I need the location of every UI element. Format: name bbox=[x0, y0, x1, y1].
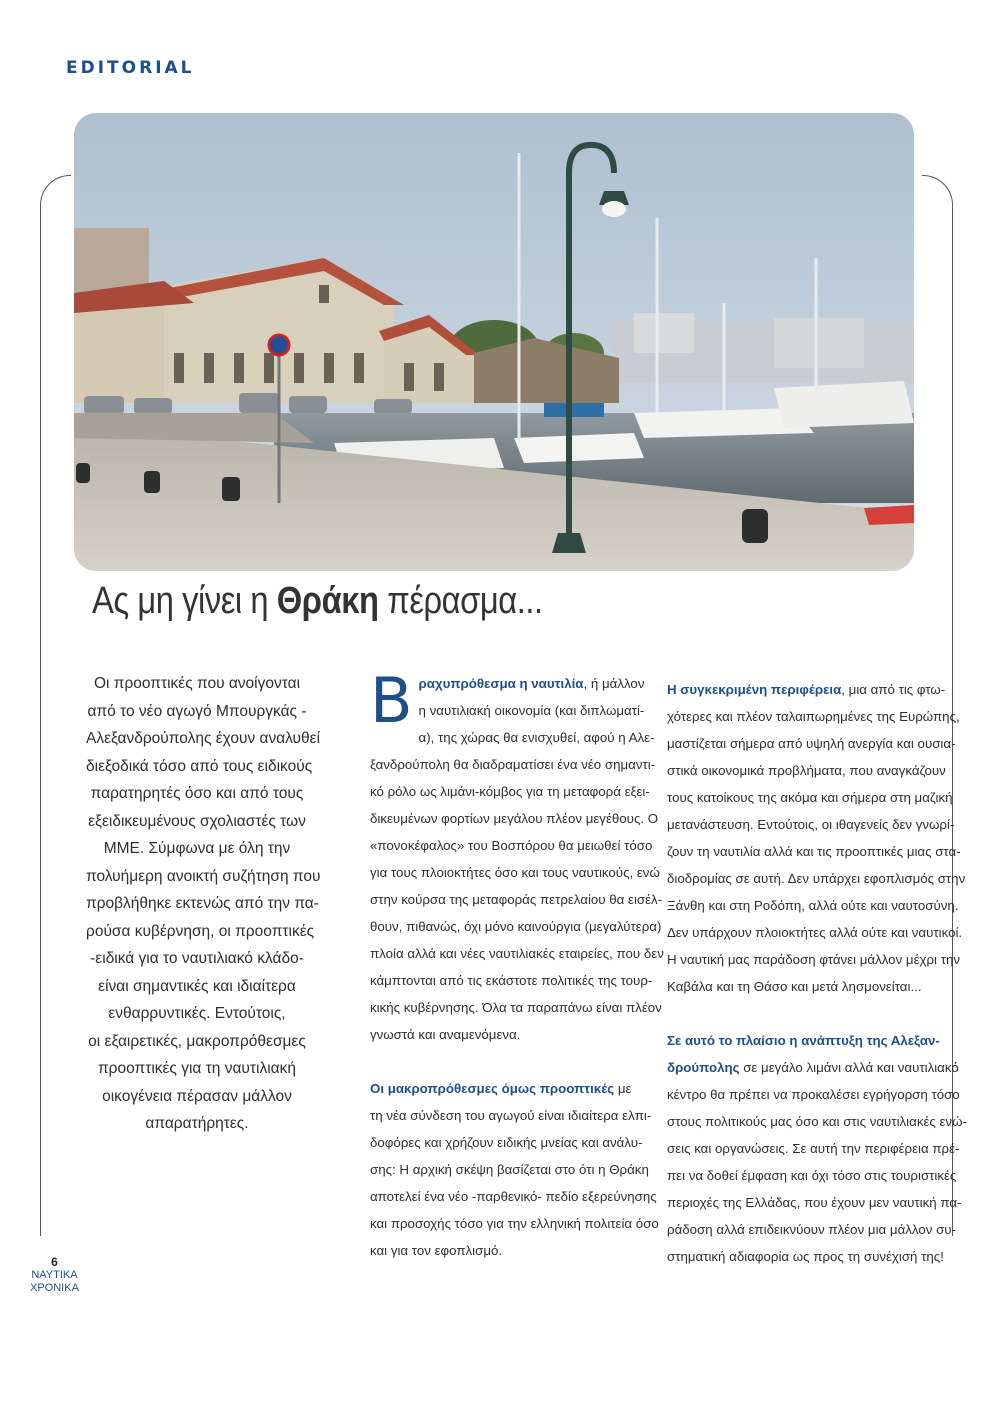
text-line: πλοία αλλά και νέες ναυτιλιακές εταιρείες, που δεν bbox=[370, 946, 664, 961]
text-line: μετανάστευση. Εντούτοις, οι ιθαγενείς δεν γνωρί- bbox=[667, 817, 955, 832]
text-line: κάμπτονται από τις εκάστοτε πολιτικές της τουρ- bbox=[370, 973, 653, 988]
intro-line: διεξοδικά τόσο από τους ειδικούς bbox=[86, 757, 313, 775]
text-line: διοδρομίας σε αυτή. Δεν υπάρχει εφοπλισμός στην bbox=[667, 871, 966, 886]
text-line: Καβάλα και τη Θάσο και μετά λησμονείται... bbox=[667, 979, 922, 994]
text-line: η ναυτιλιακή οικονομία (και διπλωματί- bbox=[418, 703, 645, 718]
text-line: Ξάνθη και στη Ροδόπη, αλλά ούτε και ναυτοσύνη. bbox=[667, 898, 959, 913]
text-line: στηματική αδιαφορία ως προς τη συνέχισή της! bbox=[667, 1249, 944, 1264]
drop-cap: Β bbox=[370, 664, 413, 737]
col3-lead-1: Η συγκεκριμένη περιφέρεια bbox=[667, 682, 842, 697]
col3-paragraph-1 bbox=[667, 676, 966, 1000]
headline-text-before: Ας μη γίνει η bbox=[92, 580, 277, 622]
intro-line: Αλεξανδρούπολης έχουν αναλυθεί bbox=[86, 730, 321, 747]
text-line: κικής κυβέρνησης. Όλα τα παραπάνω είναι πλέον bbox=[370, 1000, 662, 1015]
intro-line: προβλήθηκε εκτενώς από την πα- bbox=[86, 895, 319, 912]
text-line: και για τον εφοπλισμό. bbox=[370, 1243, 503, 1258]
col2-lead-1: ραχυπρόθεσμα η ναυτιλία bbox=[418, 676, 584, 691]
intro-line: απαρατήρητες. bbox=[145, 1115, 249, 1132]
section-label: EDITORIAL bbox=[66, 58, 195, 78]
text-line: δικευμένων φορτίων μεγάλου πλέον μεγέθους. Ο bbox=[370, 811, 659, 826]
text-line: κό ρόλο ως λιμάνι-κόμβος για τη μεταφορά εξει- bbox=[370, 784, 650, 799]
page-number: 6 bbox=[51, 1255, 58, 1269]
text-line: τους κατοίκους της ακόμα και σήμερα στη μαζική bbox=[667, 790, 953, 805]
col3-lead-2b: δρούπολης bbox=[667, 1060, 740, 1075]
col3-first-2: σε μεγάλο λιμάνι αλλά και ναυτιλιακό bbox=[739, 1060, 959, 1075]
intro-line: ρούσα κυβέρνηση, οι προοπτικές bbox=[86, 922, 315, 940]
col2-paragraph-1 bbox=[370, 664, 664, 1048]
page-frame-right bbox=[922, 175, 953, 1236]
text-line: Δεν υπάρχουν πλοιοκτήτες αλλά ούτε και ναυτικοί. bbox=[667, 925, 963, 940]
text-line: στην κούρσα της μεταφοράς πετρελαίου θα εισέλ- bbox=[370, 892, 663, 907]
text-line: περιοχές της Ελλάδας, που έχουν μεν ναυτική πα- bbox=[667, 1195, 962, 1210]
text-line: «πονοκέφαλος» του Βοσπόρου θα μειωθεί τόσο bbox=[370, 838, 653, 853]
intro-line: προοπτικές για τη ναυτιλιακή bbox=[97, 1060, 297, 1077]
text-line: κέντρο θα πρέπει να προκαλέσει εγρήγορση τόσο bbox=[667, 1087, 960, 1102]
intro-line: πολυήμερη ανοικτή συζήτηση που bbox=[86, 867, 321, 885]
article-column-2 bbox=[370, 664, 664, 1264]
text-line: θουν, πιθανώς, όχι μόνο καινούργια (μεγαλύτερα) bbox=[370, 919, 662, 934]
harbor-photo bbox=[74, 113, 914, 571]
col3-lead-2a: Σε αυτό το πλαίσιο η ανάπτυξη της Αλεξαν- bbox=[667, 1033, 940, 1048]
headline-text-after: πέρασμα... bbox=[378, 580, 543, 622]
text-line: αποτελεί ένα νέο -παρθενικό- πεδίο εξερεύνησης bbox=[370, 1189, 657, 1204]
text-line: ξανδρούπολη θα διαδραματίσει ένα νέο σημαντι- bbox=[370, 757, 656, 772]
text-line: γνωστά και αναμενόμενα. bbox=[370, 1027, 521, 1042]
col2-first-2: με bbox=[614, 1081, 632, 1096]
article-column-3 bbox=[667, 676, 967, 1270]
text-line: ράδοση αλλά επιδεικνύουν πλέον μια μάλλον συ- bbox=[667, 1222, 956, 1237]
col2-first-1: , ή μάλλον bbox=[583, 676, 645, 691]
col2-lead-2: Οι μακροπρόθεσμες όμως προοπτικές bbox=[370, 1081, 615, 1096]
col2-paragraph-2 bbox=[370, 1075, 659, 1264]
text-line: πει να δοθεί έμφαση και όχι τόσο στις τουριστικές bbox=[667, 1168, 957, 1183]
text-line: στικά οικονομικά προβλήματα, που αναγκάζουν bbox=[667, 763, 946, 778]
intro-line: εξειδικευμένους σχολιαστές των bbox=[88, 812, 306, 830]
text-line: σεις και οργανώσεις. Σε αυτή την περιφέρεια πρέ- bbox=[667, 1141, 960, 1156]
intro-line: παρατηρητές όσο και από τους bbox=[90, 785, 304, 802]
col3-paragraph-2 bbox=[667, 1027, 967, 1270]
headline-text-bold: Θράκη bbox=[276, 580, 379, 622]
text-line: α), της χώρας θα ενισχυθεί, αφού η Αλε- bbox=[418, 730, 655, 745]
col3-first-1: , μια από τις φτω- bbox=[841, 682, 946, 697]
page-folio bbox=[30, 1256, 79, 1295]
text-line: δοφόρες και χρήζουν ειδικής μνείας και ανάλυ- bbox=[370, 1135, 643, 1150]
intro-line: οι εξαιρετικές, μακροπρόθεσμες bbox=[88, 1032, 306, 1050]
text-line: χότερες και πλέον ταλαιπωρημένες της Ευρώπης, bbox=[667, 709, 960, 724]
intro-line: ενθαρρυντικές. Εντούτοις, bbox=[108, 1005, 286, 1022]
text-line: τη νέα σύνδεση του αγωγού είναι ιδιαίτερα ελπι- bbox=[370, 1108, 652, 1123]
text-line: μαστίζεται σήμερα από υψηλή ανεργία και ουσια- bbox=[667, 736, 956, 751]
text-line: ζουν τη ναυτιλία αλλά και τις προοπτικές μιας στα- bbox=[667, 844, 961, 859]
magazine-name-line-1: ΝΑΥΤΙΚΑ bbox=[31, 1269, 78, 1281]
intro-line: από το νέο αγωγό Μπουργκάς - bbox=[87, 702, 307, 720]
magazine-name-line-2: ΧΡΟΝΙΚΑ bbox=[30, 1282, 79, 1294]
intro-line: Οι προοπτικές που ανοίγονται bbox=[93, 675, 301, 692]
intro-paragraph bbox=[86, 670, 321, 1138]
text-line: στους πολιτικούς μας όσο και στις ναυτιλιακές ενώ- bbox=[667, 1114, 967, 1129]
text-line: και προσοχής τόσο για την ελληνική πολιτεία όσο bbox=[370, 1216, 659, 1231]
intro-line: ΜΜΕ. Σύμφωνα με όλη την bbox=[103, 840, 291, 857]
page-frame-left bbox=[40, 175, 71, 1236]
text-line: Η ναυτική μας παράδοση φτάνει μάλλον μέχρι την bbox=[667, 952, 960, 967]
intro-line: -ειδικά για το ναυτιλιακό κλάδο- bbox=[90, 950, 304, 967]
intro-line: είναι σημαντικές και ιδιαίτερα bbox=[98, 977, 296, 995]
text-line: για τους πλοιοκτήτες όσο και τους ναυτικούς, ενώ bbox=[370, 865, 660, 880]
intro-line: οικογένεια πέρασαν μάλλον bbox=[102, 1087, 292, 1105]
text-line: σης: Η αρχική σκέψη βασίζεται στο ότι η Θράκη bbox=[370, 1162, 649, 1177]
article-headline bbox=[92, 580, 543, 623]
